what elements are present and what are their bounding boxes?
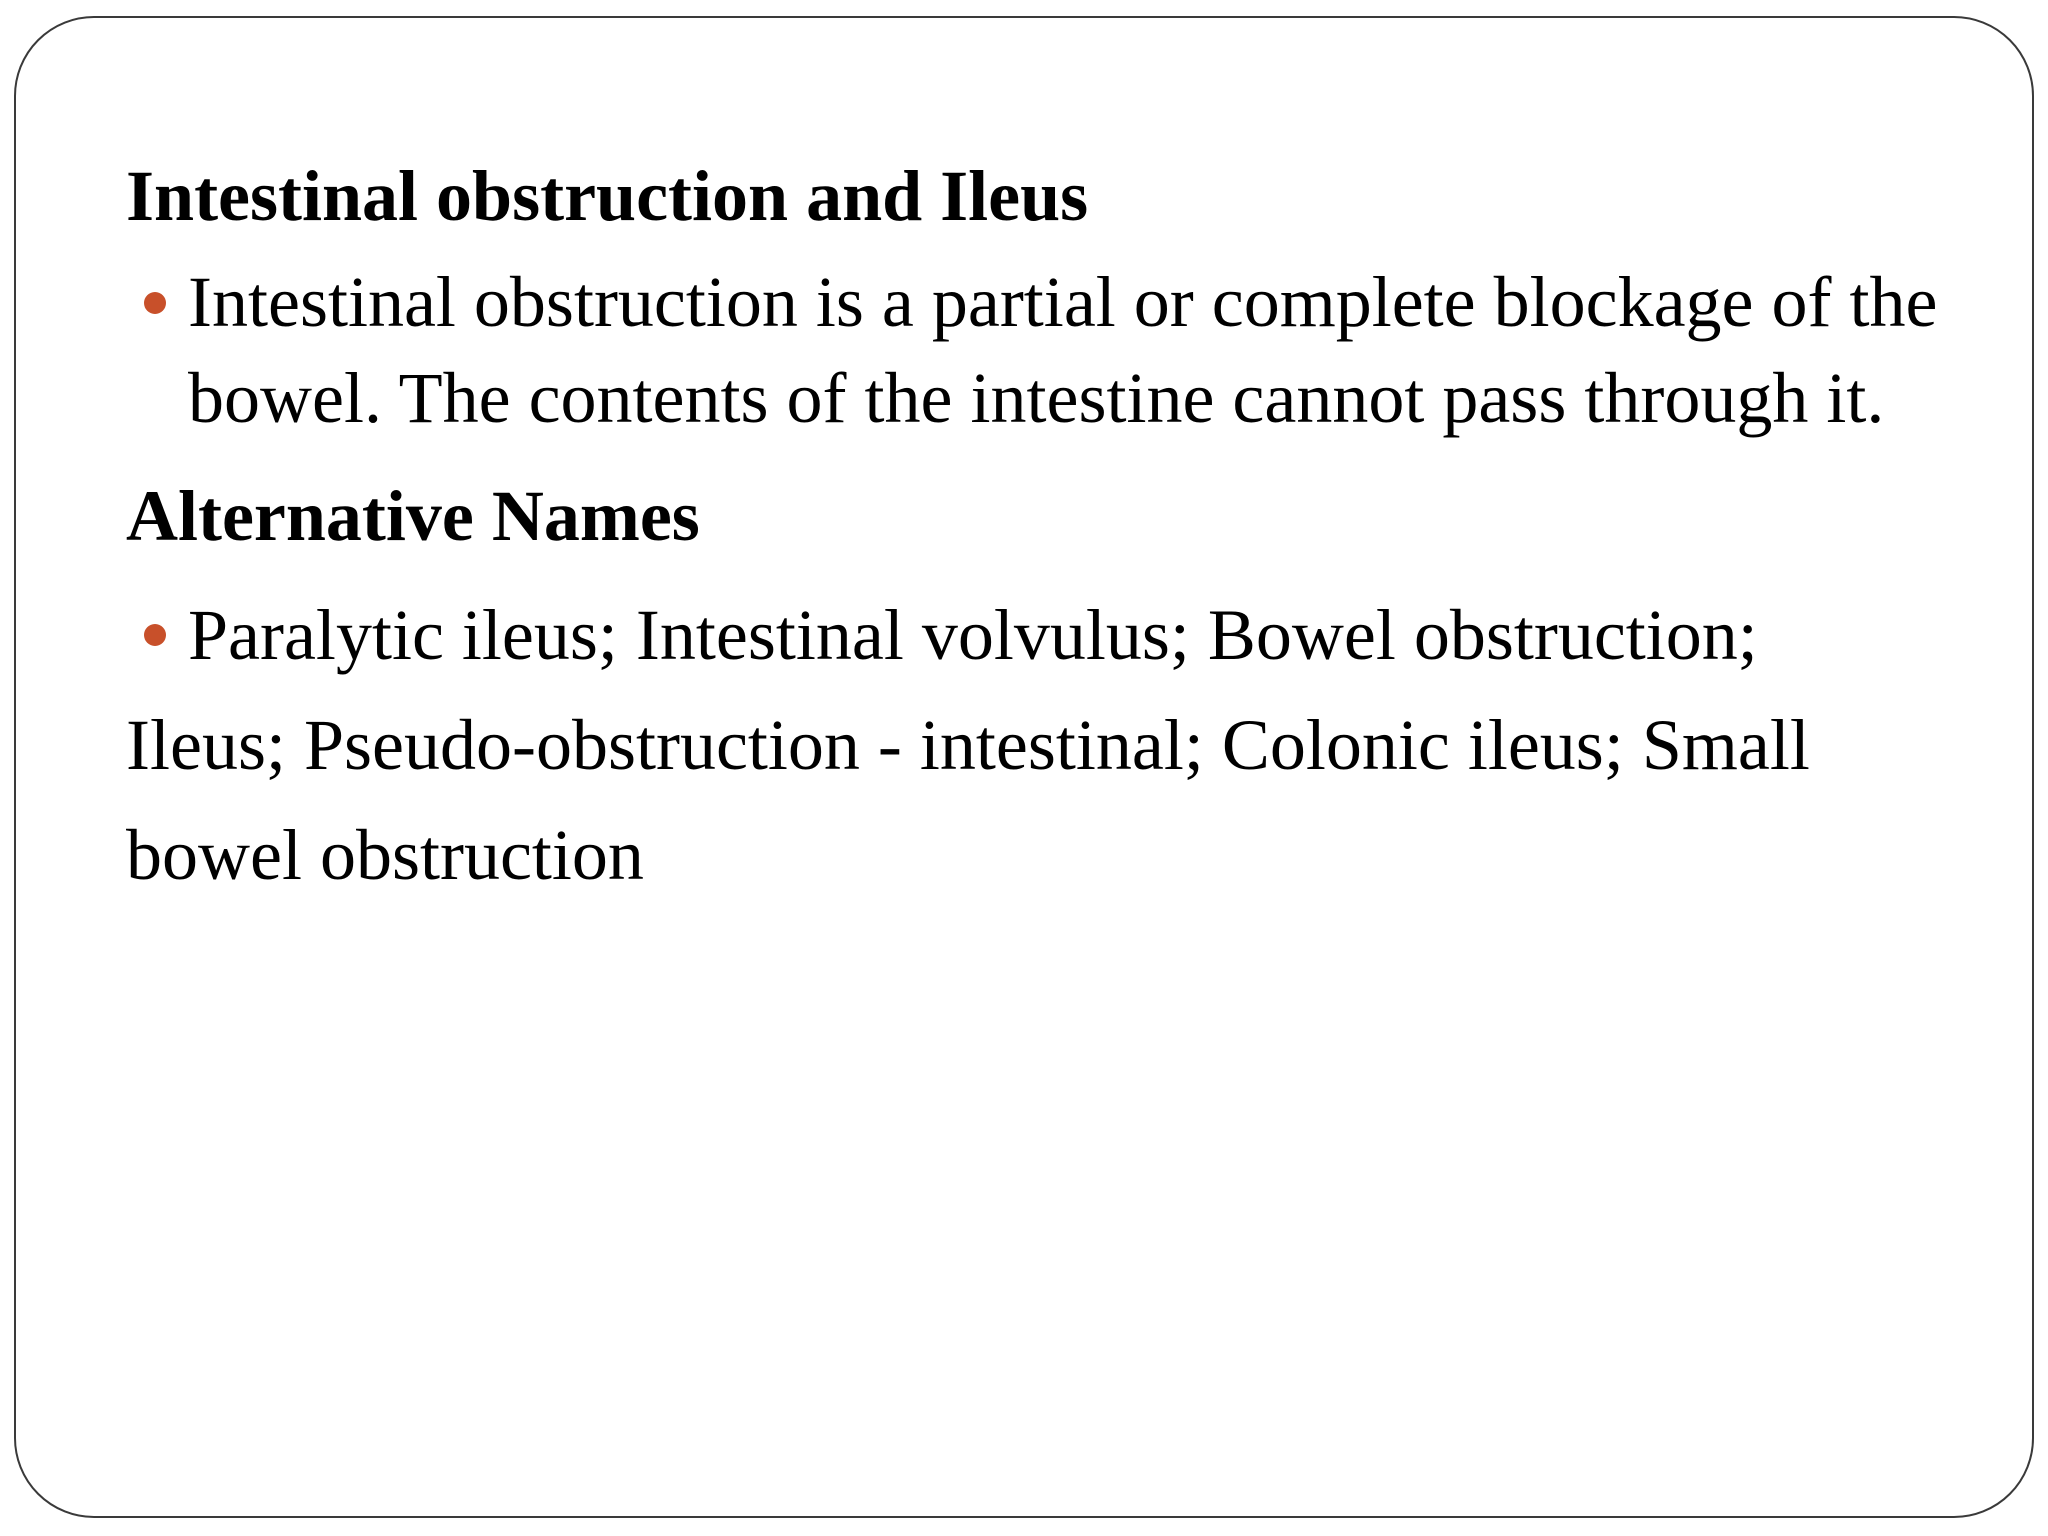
bullet-dot-icon bbox=[144, 292, 166, 314]
slide-frame bbox=[14, 16, 2034, 1518]
definition-text: Intestinal obstruction is a partial or complete blockage of the bowel. The contents of the intestine cannot pass through it. bbox=[188, 262, 1938, 438]
alternative-names-continuation: Ileus; Pseudo-obstruction - intestinal; Colonic ileus; Small bowel obstruction bbox=[126, 705, 1810, 895]
section-heading-intestinal-obstruction: Intestinal obstruction and Ileus bbox=[126, 156, 1089, 236]
alternative-names-line-1: Paralytic ileus; Intestinal volvulus; Bowel obstruction; bbox=[188, 595, 1758, 675]
section-heading-alternative-names: Alternative Names bbox=[126, 476, 700, 556]
slide-content bbox=[126, 146, 1986, 910]
bullet-dot-icon bbox=[144, 624, 166, 646]
alternative-names-first-line bbox=[126, 580, 1986, 690]
definition-bullet bbox=[126, 254, 1986, 446]
alternative-names-bullet bbox=[126, 580, 1986, 910]
